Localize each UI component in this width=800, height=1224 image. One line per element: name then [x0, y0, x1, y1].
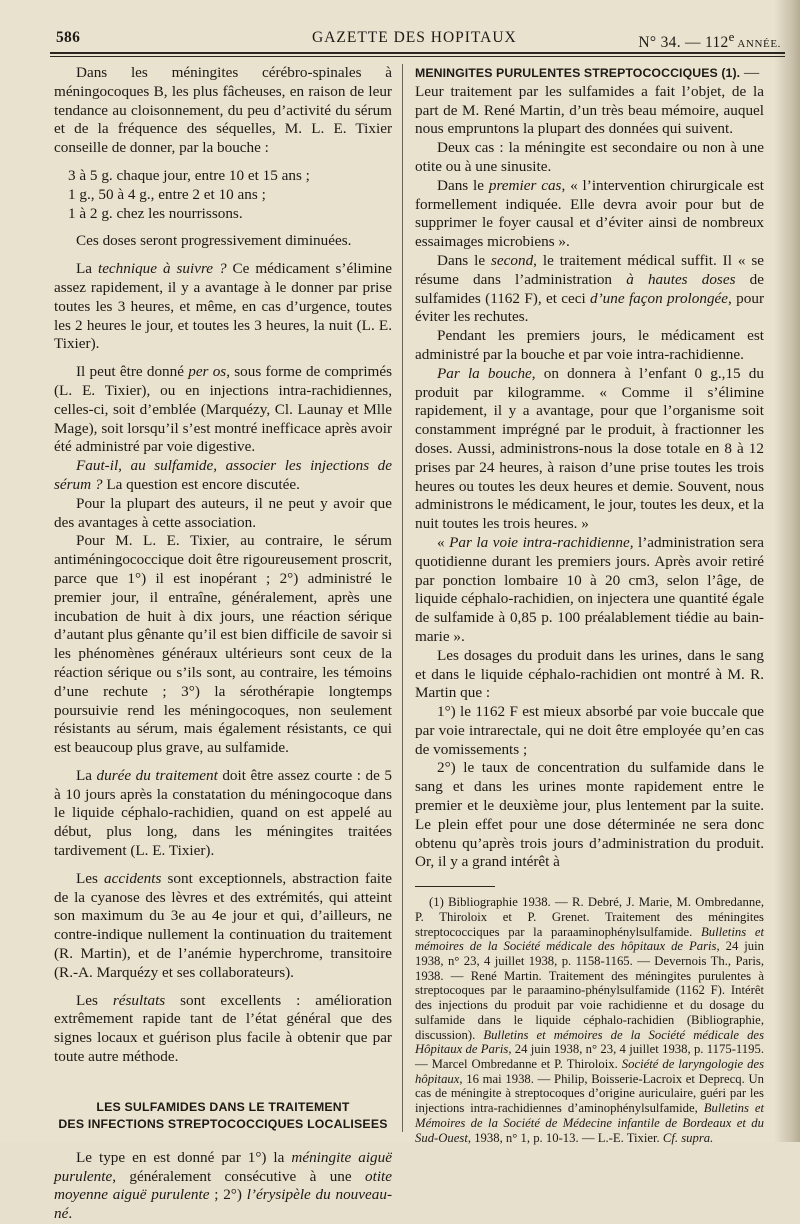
- italic-run: technique à suivre ?: [97, 260, 227, 278]
- italic-run: méningite aiguë purulente: [54, 1148, 392, 1185]
- section-title: MENINGITES PURULENTES STREPTOCOCCIQUES (1).: [415, 66, 741, 80]
- paragraph: Leur traitement par les sulfamides a fait l’objet, de la part de M. René Martin, d’un très beau mémoire, auquel nous empruntons la plupart des données qui suivent.: [415, 82, 764, 138]
- paragraph: Pour M. L. E. Tixier, au contraire, le sérum antiméningococcique doit être rigoureusement proscrit, parce que 1°) il est inopérant ; 2°) administré le premier jour, il entraîne, généralement, après une incubation de huit à dix jours, une réaction sérique d’autant plus gênante qu’il est bien difficile de savoir si les phénomènes généraux ultérieurs sont ceux de la réaction sérique ou s’ils sont, au contraire, les témoins d’une rechute ; 3°) la sérothérapie longtemps poursuivie rend les méningocoques, non seulement résistants au sérum, mais également résistants, ce qui est beaucoup plus grave, au sulfamide.: [54, 532, 392, 757]
- text-run: , pour éviter les rechutes.: [415, 289, 764, 326]
- text-run: .: [68, 1205, 73, 1223]
- section-heading-line: LES SULFAMIDES DANS LE TRAITEMENT: [96, 1099, 350, 1114]
- italic-run: second: [490, 251, 534, 269]
- paragraph: [54, 363, 392, 457]
- paragraph: 1°) le 1162 F est mieux absorbé par voie buccale que par voie intrarectale, qui ne doit être employée qu’en cas de vomissements ;: [415, 703, 764, 758]
- paragraph: [54, 870, 392, 983]
- paragraph: [54, 992, 392, 1067]
- paragraph: [54, 457, 392, 495]
- italic-run: Faut-il, au sulfamide, associer les injections de sérum ?: [54, 457, 392, 493]
- paragraph: Dans les méningites cérébro-spinales à méningocoques B, les plus fâcheuses, en raison de leur tendance au cloisonnement, du peu d’activité du sérum et de la fréquence des séquelles, M. L. E. Tixier conseille de donner, par la bouche :: [54, 64, 392, 157]
- text-run: Dans le: [437, 251, 491, 269]
- text-run: , l’administration sera quotidienne durant les premiers jours. Après avoir retiré par ponction lombaire 10 à 20 cm3, selon l’âge, de liquide céphalo-rachidien, on injectera une quantité égale de sulfamide à 0,85 p. 100 préalablement tiédie au bain-marie ».: [415, 533, 765, 645]
- text-run: La question est encore discutée.: [102, 475, 300, 493]
- footnote-text: [415, 895, 764, 1145]
- text-run: , généralement consécutive à une: [112, 1167, 365, 1185]
- text-run: , 16 mai 1938. — Philip, Boisserie-Lacroix et Deprecq. Un cas de méningite à streptocoques d’origine auriculaire, guéri par les injections intra-rachidiennes d’aminophénylsulfamide,: [415, 1071, 764, 1116]
- issue-info: [638, 29, 781, 52]
- page-header: [50, 24, 785, 50]
- paragraph: Deux cas : la méningite est secondaire ou non à une otite ou à une sinusite.: [415, 139, 764, 175]
- text-run: Les: [76, 869, 105, 887]
- paragraph: Pour la plupart des auteurs, il ne peut y avoir que des avantages à cette association.: [54, 494, 392, 531]
- text-run: , « l’intervention chirurgicale est formellement indiquée. Elle devra avoir pour but de supprimer le foyer causal et d’éviter ainsi de nombreux essaimages microbiens ».: [415, 176, 764, 251]
- dose-line: 3 à 5 g. chaque jour, entre 10 et 15 ans ;: [68, 166, 310, 184]
- text-run: La: [76, 260, 98, 278]
- paragraph: [54, 1149, 392, 1224]
- italic-run: accidents: [104, 869, 162, 887]
- italic-run: durée du traitement: [96, 766, 218, 784]
- text-run: sont exceptionnels, abstraction faite de la cyanose des lèvres et des extrémités, qui atteint son maximum du 3e au 4e jour et qui, d’ailleurs, ne contre-indique nullement la continuation du traitement (R. Martin), et de l’anémie hyperchrome, transitoire (R.-A. Marquézy et ses collaborateurs).: [54, 869, 392, 981]
- italic-run: Par la voie intra-rachidienne: [449, 533, 630, 551]
- text-run: , le traitement médical suffit. Il « se résume dans l’administration: [415, 251, 764, 288]
- italic-run: Bulletins et Mémoires de la Société de Médecine infantile de Bordeaux et du Sud-Ouest: [415, 1101, 765, 1145]
- left-column: [54, 64, 392, 1224]
- text-run: (1) Bibliographie 1938. — R. Debré, J. Marie, M. Ombredanne, P. Thiroloix et P. Grenet. Traitement des méningites streptococciques par la paraaminophénylsulfamide.: [415, 895, 764, 939]
- text-run: , on donnera à l’enfant 0 g.,15 du produit par kilogramme. « Comme il s’élimine rapidement, il y a avantage, pour que l’organisme soit constamment imprégné par le produit, à fractionner les doses. Aussi, administrons-nous la dose totale en 8 à 12 prises par 24 heures, à raison d’une prise toutes les trois heures ou toutes les deux heures et demie. Souvent, nous administrons le médicament, le jour, toutes les deux, et la nuit toutes les trois heures. »: [415, 364, 764, 533]
- column-separator: [402, 64, 403, 1132]
- issue-annee: ANNÉE.: [734, 38, 781, 51]
- paragraph: [54, 767, 392, 861]
- footnote-rule: [415, 886, 495, 887]
- paragraph: Les dosages du produit dans les urines, dans le sang et dans le liquide céphalo-rachidien ont montré à M. R. Martin que :: [415, 646, 764, 702]
- italic-run: d’une façon prolongée: [590, 289, 729, 307]
- issue-number: N° 34. — 112: [638, 34, 729, 52]
- section-heading: [54, 1099, 392, 1133]
- paragraph: [415, 252, 764, 327]
- text-run: , 1938, n° 1, p. 10-13. — L.-E. Tixier.: [467, 1130, 663, 1145]
- text-run: , 24 juin 1938, n° 23, 4 juillet 1938, p. 1175-1195. — Marcel Ombredanne et P. Thiroloix.: [415, 1042, 764, 1071]
- text-run: Les: [76, 991, 113, 1009]
- section-heading-inline: [415, 64, 764, 83]
- paragraph: 2°) le taux de concentration du sulfamide dans le sang et dans les urines monte rapidement entre le premier et le deuxième jour, plus lentement par la suite. Le plein effet pour une dose déterminée ne sera donc obtenu qu’après trois jours d’administration du produit. Or, il y a grand intérêt à: [415, 759, 764, 871]
- italic-run: Société de laryngologie des hôpitaux: [415, 1057, 765, 1086]
- header-rule-thick: [50, 52, 785, 54]
- text-run: doit être assez courte : de 5 à 10 jours après la constatation du méningocoque dans le liquide céphalo-rachidien, quand on est appelé au début, plus long, dans les méningites traitées tardivement (L. E. Tixier).: [54, 766, 392, 860]
- italic-run: l’érysipèle du nouveau-né: [54, 1186, 393, 1223]
- text-run: de sulfamides (1162 F), et ceci: [415, 270, 764, 307]
- text-run: sont excellents : amélioration extrêmement rapide tant de l’état général que des signes locaux et guérison plus facile à obtenir que par toute autre méthode.: [54, 991, 392, 1066]
- right-column: [415, 64, 764, 1145]
- paragraph: [415, 365, 764, 534]
- header-rule-thin: [50, 56, 785, 57]
- italic-run: à hautes doses: [626, 270, 736, 288]
- text-run: Dans le: [437, 176, 489, 194]
- paragraph: [54, 260, 392, 354]
- section-heading-line: DES INFECTIONS STREPTOCOCCIQUES LOCALISEES: [58, 1116, 388, 1131]
- page-edge-shadow: [774, 0, 800, 1142]
- dose-line: 1 g., 50 à 4 g., entre 2 et 10 ans ;: [68, 185, 266, 203]
- paragraph: [415, 534, 764, 647]
- footnote: [415, 895, 764, 1145]
- text-run: Ce médicament s’élimine assez rapidement, il y a avantage à le donner par prise toutes les 3 heures, et même, en cas d’urgence, toutes les 2 heures le jour, et toutes les 3 heures, la nuit (L. E. Tixier).: [54, 260, 393, 353]
- text-run: ; 2°): [209, 1186, 247, 1204]
- journal-title: GAZETTE DES HOPITAUX: [312, 29, 517, 46]
- italic-run: Cf. supra.: [662, 1130, 714, 1145]
- paragraph: Pendant les premiers jours, le médicament est administré par la bouche et par voie intra-rachidienne.: [415, 327, 764, 363]
- italic-run: résultats: [112, 991, 166, 1009]
- italic-run: Par la bouche: [437, 364, 532, 382]
- italic-run: per os: [188, 363, 227, 381]
- text-run: «: [437, 533, 450, 551]
- text-run: , 24 juin 1938, n° 23, 4 juillet 1938, p. 1158-1165. — Devernois Th., Paris, 1938. — René Martin. Traitement des méningites purulentes à streptocoques par le paraamino-phénylsulfamide (1162 F). Intérêt des injections du produit par voie rachidienne et du dosage du sulfamide dans le liquide céphalo-rachidien (Bibliographie, discussion).: [415, 939, 764, 1042]
- page-number: 586: [56, 29, 81, 46]
- text-run: La: [76, 766, 97, 784]
- paragraph: [415, 177, 764, 252]
- issue-sup: e: [728, 29, 735, 44]
- italic-run: otite moyenne aiguë purulente: [54, 1167, 392, 1204]
- text-run: Le type en est donné par 1°) la: [76, 1148, 292, 1166]
- paragraph: Ces doses seront progressivement diminuées.: [76, 232, 352, 250]
- italic-run: Bulletins et mémoires de la Société médicale des hôpitaux de Paris: [415, 924, 765, 954]
- text-run: —: [740, 64, 760, 81]
- dose-line: 1 à 2 g. chez les nourrissons.: [68, 204, 243, 222]
- italic-run: premier cas: [488, 176, 562, 194]
- text-run: Il peut être donné: [76, 363, 189, 381]
- text-run: , sous forme de comprimés (L. E. Tixier), ou en injections intra-rachidiennes, celles-ci, soit d’emblée (Marquézy, Cl. Launay et Mlle Mage), soit lorsqu’il s’est montré inefficace après avoir été administré par voie digestive.: [54, 363, 392, 456]
- italic-run: Bulletins et mémoires de la Société médicale des Hôpitaux de Paris: [415, 1027, 765, 1057]
